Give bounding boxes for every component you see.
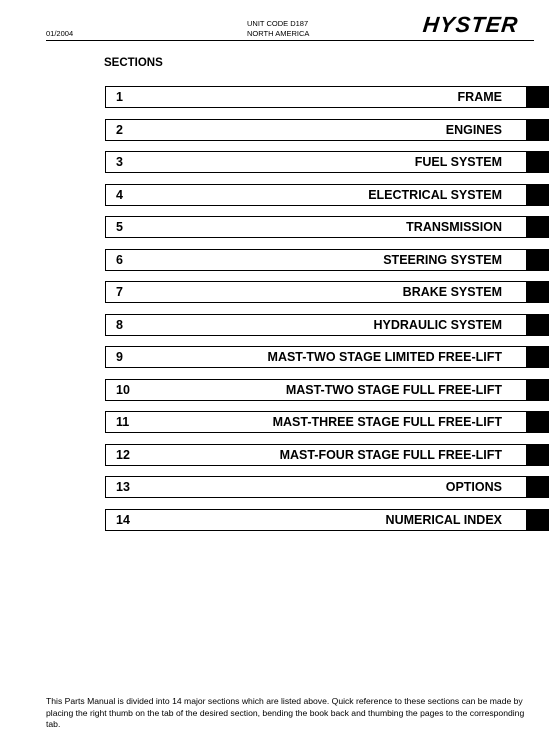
document-date: 01/2004: [46, 29, 74, 38]
section-box[interactable]: [105, 249, 527, 271]
section-thumb-tab[interactable]: [527, 86, 549, 108]
section-title: MAST-THREE STAGE FULL FREE-LIFT: [272, 415, 502, 429]
sections-heading: SECTIONS: [104, 57, 163, 69]
section-thumb-tab[interactable]: [527, 216, 549, 238]
section-row[interactable]: [105, 476, 549, 498]
section-row[interactable]: [105, 249, 549, 271]
section-title: TRANSMISSION: [406, 220, 502, 234]
section-number: 14: [116, 512, 130, 527]
section-number: 3: [116, 155, 123, 169]
header-divider: [46, 40, 534, 41]
section-number: 12: [116, 447, 130, 462]
section-thumb-tab[interactable]: [527, 119, 549, 141]
section-box[interactable]: [105, 509, 527, 531]
section-title: ELECTRICAL SYSTEM: [368, 187, 502, 202]
section-row[interactable]: [105, 151, 549, 173]
section-title: BRAKE SYSTEM: [402, 285, 502, 299]
section-number: 4: [116, 187, 123, 202]
section-box[interactable]: [105, 216, 527, 238]
section-title: FRAME: [457, 90, 502, 104]
section-row[interactable]: [105, 314, 549, 336]
section-box[interactable]: [105, 281, 527, 303]
section-row[interactable]: [105, 444, 549, 466]
section-row[interactable]: [105, 411, 549, 433]
section-title: NUMERICAL INDEX: [385, 512, 502, 527]
section-number: 8: [116, 317, 123, 332]
section-row[interactable]: [105, 281, 549, 303]
section-title: MAST-TWO STAGE LIMITED FREE-LIFT: [267, 350, 502, 364]
section-thumb-tab[interactable]: [527, 346, 549, 368]
section-thumb-tab[interactable]: [527, 281, 549, 303]
section-box[interactable]: [105, 379, 527, 401]
region: NORTH AMERICA: [247, 29, 310, 38]
section-box[interactable]: [105, 86, 527, 108]
section-box[interactable]: [105, 346, 527, 368]
section-row[interactable]: [105, 86, 549, 108]
section-thumb-tab[interactable]: [527, 184, 549, 206]
unit-code: UNIT CODE D187: [247, 19, 309, 28]
section-number: 2: [116, 122, 123, 137]
section-number: 1: [116, 90, 123, 104]
section-number: 13: [116, 480, 130, 494]
section-thumb-tab[interactable]: [527, 249, 549, 271]
section-box[interactable]: [105, 444, 527, 466]
section-title: HYDRAULIC SYSTEM: [373, 317, 502, 332]
hyster-logo: HYSTER: [421, 12, 520, 37]
section-box[interactable]: [105, 476, 527, 498]
section-row[interactable]: [105, 216, 549, 238]
section-title: ENGINES: [445, 122, 502, 137]
section-box[interactable]: [105, 119, 527, 141]
section-box[interactable]: [105, 184, 527, 206]
section-thumb-tab[interactable]: [527, 151, 549, 173]
section-row[interactable]: [105, 346, 549, 368]
section-row[interactable]: [105, 119, 549, 141]
section-number: 9: [116, 350, 123, 364]
section-number: 10: [116, 382, 130, 397]
section-title: STEERING SYSTEM: [383, 252, 502, 267]
section-number: 11: [116, 415, 130, 429]
section-thumb-tab[interactable]: [527, 314, 549, 336]
section-number: 7: [116, 285, 123, 299]
section-box[interactable]: [105, 411, 527, 433]
section-title: MAST-FOUR STAGE FULL FREE-LIFT: [279, 447, 502, 462]
section-list: [105, 86, 549, 541]
section-title: MAST-TWO STAGE FULL FREE-LIFT: [285, 382, 502, 397]
section-box[interactable]: [105, 314, 527, 336]
section-row[interactable]: [105, 184, 549, 206]
section-thumb-tab[interactable]: [527, 444, 549, 466]
section-thumb-tab[interactable]: [527, 411, 549, 433]
section-number: 6: [116, 252, 123, 267]
section-number: 5: [116, 220, 123, 234]
unit-info: [247, 19, 309, 39]
section-title: OPTIONS: [445, 480, 502, 494]
section-row[interactable]: [105, 509, 549, 531]
section-thumb-tab[interactable]: [527, 476, 549, 498]
footer-note: This Parts Manual is divided into 14 major sections which are listed above. Quick reference to these sections can be made by placing the right thumb on the tab of the desired section, bending the book back and thumbing the pages to the corresponding tab.: [46, 696, 525, 730]
section-title: FUEL SYSTEM: [414, 155, 502, 169]
section-thumb-tab[interactable]: [527, 509, 549, 531]
section-box[interactable]: [105, 151, 527, 173]
section-thumb-tab[interactable]: [527, 379, 549, 401]
section-row[interactable]: [105, 379, 549, 401]
